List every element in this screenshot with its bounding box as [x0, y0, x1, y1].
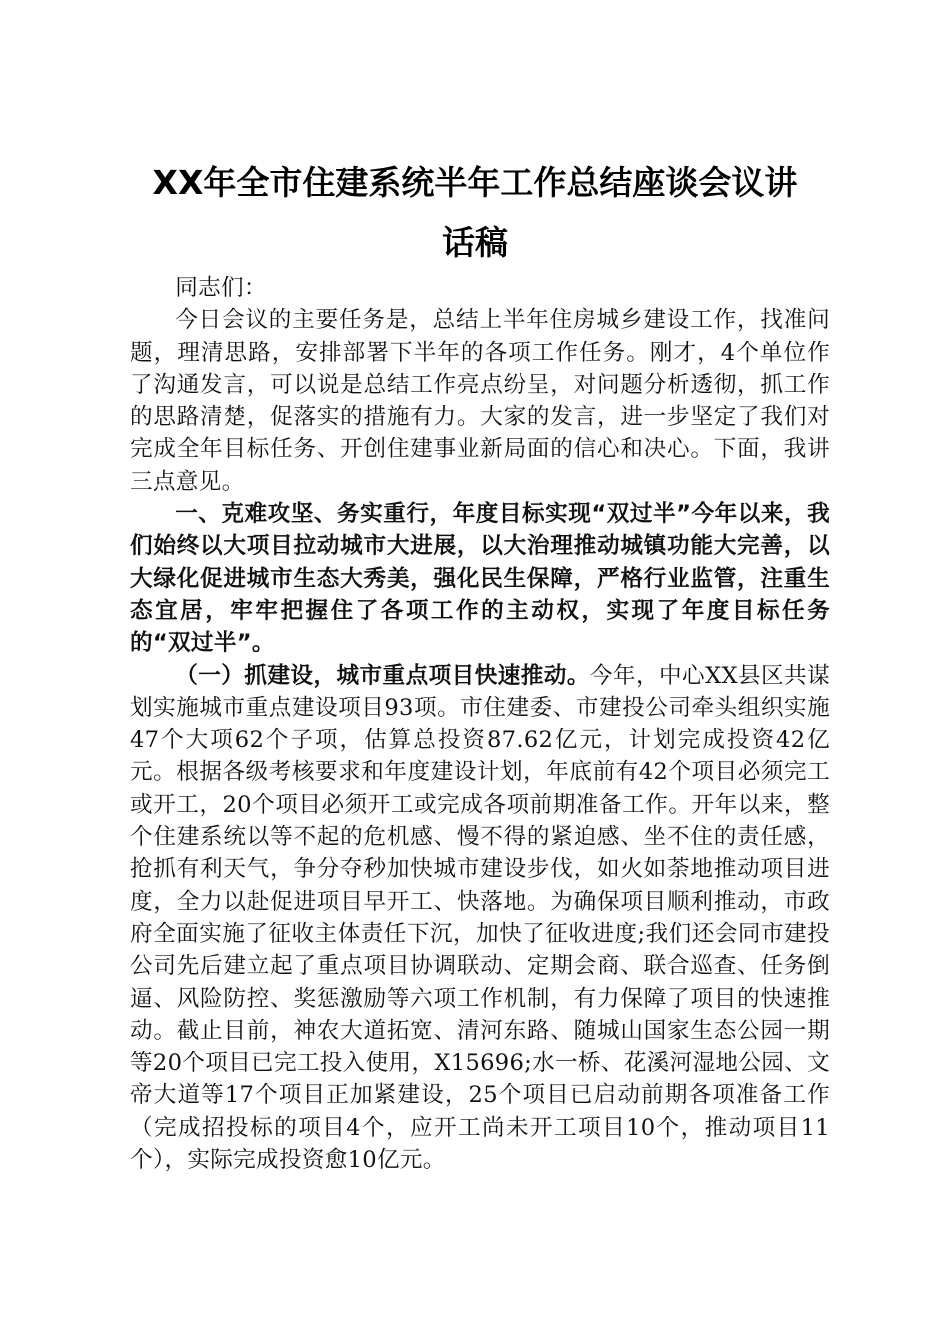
- paragraph-intro: 今日会议的主要任务是，总结上半年住房城乡建设工作，找准问题，理清思路，安排部署下半年的各项工作任务。刚才，4个单位作了沟通发言，可以说是总结工作亮点纷呈，对问题分析透彻，抓工作的思路清楚，促落实的措施有力。大家的发言，进一步坚定了我们对完成全年目标任务、开创住建事业新局面的信心和决心。下面，我讲三点意见。: [130, 307, 830, 495]
- document-body: [130, 272, 830, 1176]
- paragraph-construction: [130, 660, 830, 1177]
- subsection-heading: （一）抓建设，城市重点项目快速推动。: [175, 662, 590, 689]
- document-title-line-1: XX年全市住建系统半年工作总结座谈会议讲: [152, 163, 798, 202]
- paragraph-construction-text: 今年，中心XX县区共谋划实施城市重点建设项目93项。市住建委、市建投公司牵头组织实施47个大项62个子项，估算总投资87.62亿元，计划完成投资42亿元。根据各级考核要求和年度建设计划，年底前有42个项目必须完工或开工，20个项目必须开工或完成各项前期准备工作。开年以来，整个住建系统以等不起的危机感、慢不得的紧迫感、坐不住的责任感，抢抓有利天气，争分夺秒加快城市建设步伐，如火如荼地推动项目进度，全力以赴促进项目早开工、快落地。为确保项目顺利推动，市政府全面实施了征收主体责任下沉，加快了征收进度;我们还会同市建投公司先后建立起了重点项目协调联动、定期会商、联合巡查、任务倒逼、风险防控、奖惩激励等六项工作机制，有力保障了项目的快速推动。截止目前，神农大道拓宽、清河东路、随城山国家生态公园一期等20个项目已完工投入使用，X15696;水一桥、花溪河湿地公园、文帝大道等17个项目正加紧建设，25个项目已启动前期各项准备工作（完成招投标的项目4个，应开工尚未开工项目10个，推动项目11个），实际完成投资愈10亿元。: [130, 662, 830, 1174]
- section-heading-paragraph: 一、克难攻坚、务实重行，年度目标实现“双过半”今年以来，我们始终以大项目拉动城市大进展，以大治理推动城镇功能大完善，以大绿化促进城市生态大秀美，强化民生保障，严格行业监管，注重生态宜居，牢牢把握住了各项工作的主动权，实现了年度目标任务的“双过半”。: [130, 501, 830, 657]
- salutation: 同志们：: [175, 275, 267, 301]
- document-title-line-2: 话稿: [442, 223, 508, 262]
